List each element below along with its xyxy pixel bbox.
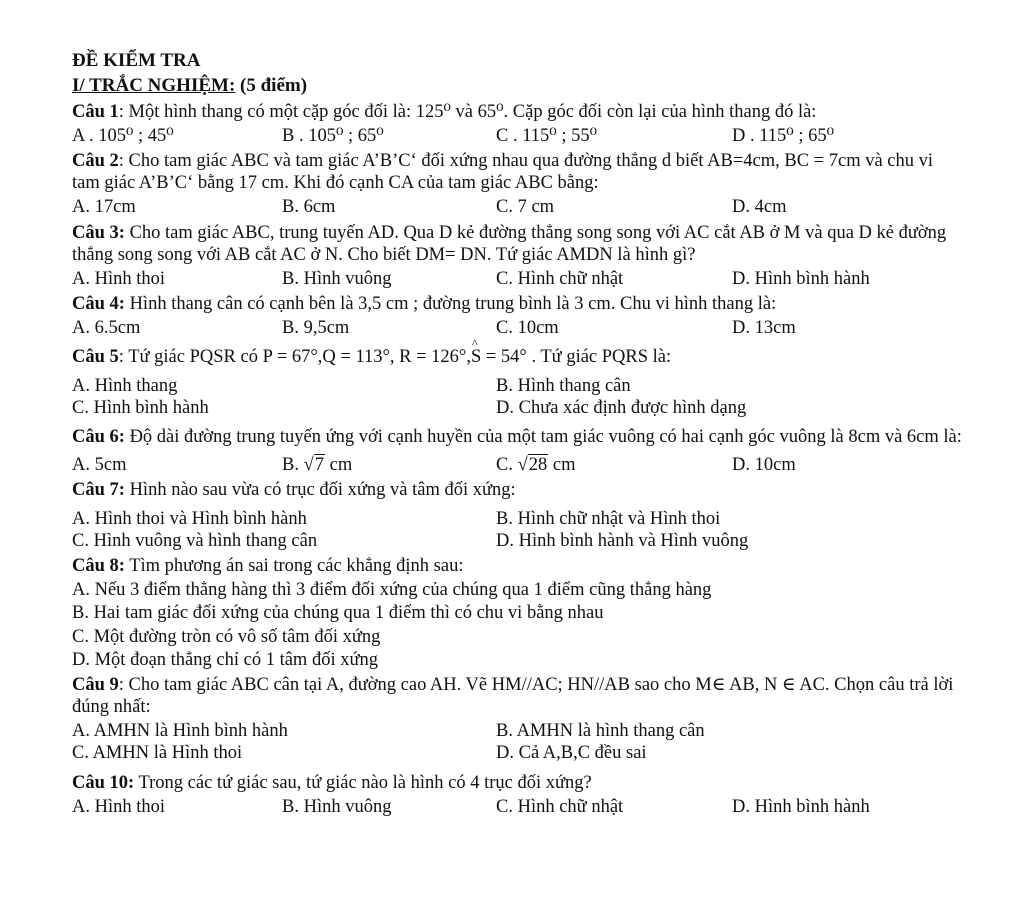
question-6-option-c-letter: C. [496, 455, 513, 476]
question-6-option-d: D. 10cm [732, 455, 796, 476]
question-9-options [72, 720, 964, 764]
question-9-option-d: D. Cả A,B,C đều sai [496, 743, 647, 764]
question-5-text [72, 346, 964, 368]
question-8-text [72, 555, 964, 577]
question-5-option-d: D. Chưa xác định được hình dạng [496, 397, 747, 418]
sqrt-28-radicand: 28 [528, 455, 548, 476]
question-6-label: Câu 6: [72, 427, 125, 448]
question-4-option-d: D. 13cm [732, 318, 796, 339]
sqrt-7-radicand: 7 [314, 455, 324, 476]
section-heading-label: I/ TRẮC NGHIỆM: [72, 74, 236, 96]
question-2-option-c: C. 7 cm [496, 197, 555, 218]
question-2-options [72, 196, 964, 218]
question-8 [72, 555, 964, 671]
question-5-body-before: : Tứ giác PQSR có P = 67°,Q = 113°, R = 126°, [118, 347, 471, 368]
question-5 [72, 346, 964, 419]
question-5-angle-s: ^ S [471, 346, 481, 368]
question-4-text [72, 293, 964, 315]
question-8-option-d: D. Một đoạn thẳng chỉ có 1 tâm đối xứng [72, 649, 378, 670]
question-5-options [72, 375, 964, 419]
question-4-option-c: C. 10cm [496, 318, 559, 339]
question-9 [72, 674, 964, 765]
question-8-option-c: C. Một đường tròn có vô số tâm đối xứng [72, 626, 381, 647]
question-10-label: Câu 10: [72, 772, 135, 793]
question-10-option-b: B. Hình vuông [282, 796, 392, 817]
question-3-option-b: B. Hình vuông [282, 268, 392, 289]
question-6-options [72, 454, 964, 476]
question-2-body: : Cho tam giác ABC và tam giác A’B’C‘ đối xứng nhau qua đường thẳng d biết AB=4cm, BC = 7cm và chu vi tam giác A’B’C‘ bằng 17 cm. Khi đó cạnh CA của tam giác ABC bằng: [72, 150, 934, 194]
question-3-option-a: A. Hình thoi [72, 268, 166, 289]
question-4 [72, 293, 964, 339]
question-2-option-b: B. 6cm [282, 197, 336, 218]
question-7-option-b: B. Hình chữ nhật và Hình thoi [496, 508, 721, 529]
question-1-options [72, 125, 964, 147]
question-3-option-d: D. Hình bình hành [732, 268, 870, 289]
question-2-option-a: A. 17cm [72, 197, 136, 218]
question-3-body: Cho tam giác ABC, trung tuyến AD. Qua D kẻ đường thẳng song song với AC cắt AB ở M và qua D kẻ đường thẳng song song với AB cắt AC ở N. Cho biết DM= DN. Tứ giác AMDN là hình gì? [72, 222, 947, 265]
question-10-body: Trong các tứ giác sau, tứ giác nào là hình có 4 trục đối xứng? [134, 772, 592, 793]
section-heading [72, 75, 964, 98]
question-6-option-b-unit: cm [325, 455, 353, 476]
question-1-option-d: D . 115⁰ ; 65⁰ [732, 125, 835, 146]
question-1-label: Câu 1 [72, 101, 119, 122]
question-6-option-c-unit: cm [548, 455, 576, 476]
question-6-option-b-letter: B. [282, 455, 299, 476]
question-10-option-c: C. Hình chữ nhật [496, 796, 624, 817]
question-8-label: Câu 8: [72, 555, 125, 576]
question-4-options [72, 317, 964, 339]
question-5-option-c: C. Hình bình hành [72, 397, 209, 418]
question-10-option-a: A. Hình thoi [72, 796, 166, 817]
question-2 [72, 150, 964, 219]
question-5-option-a: A. Hình thang [72, 375, 178, 396]
question-3-label: Câu 3: [72, 222, 125, 243]
section-points: (5 điểm) [235, 74, 308, 96]
question-7-options [72, 508, 964, 552]
question-4-body: Hình thang cân có cạnh bên là 3,5 cm ; đường trung bình là 3 cm. Chu vi hình thang là: [124, 294, 777, 315]
question-1-option-b: B . 105⁰ ; 65⁰ [282, 125, 384, 146]
question-7-text [72, 479, 964, 501]
question-8-option-b: B. Hai tam giác đối xứng của chúng qua 1 điểm thì có chu vi bằng nhau [72, 603, 604, 624]
question-7-label: Câu 7: [72, 480, 125, 501]
question-10-option-d: D. Hình bình hành [732, 796, 870, 817]
question-7 [72, 479, 964, 552]
question-5-option-b: B. Hình thang cân [496, 375, 631, 396]
question-5-body-after: = 54° . Tứ giác PQRS là: [481, 347, 672, 368]
question-9-label: Câu 9 [72, 674, 119, 695]
question-1-text [72, 101, 964, 123]
question-6 [72, 426, 964, 476]
exam-title: ĐỀ KIỂM TRA [72, 50, 201, 71]
question-7-option-d: D. Hình bình hành và Hình vuông [496, 530, 749, 551]
question-6-option-c [496, 454, 732, 476]
question-6-body: Độ dài đường trung tuyến ứng với cạnh huyền của một tam giác vuông có hai cạnh góc vuông là 8cm và 6cm là: [124, 427, 962, 448]
question-9-body: : Cho tam giác ABC cân tại A, đường cao AH. Vẽ HM//AC; HN//AB sao cho M∈ AB, N ∈ AC. Chọn câu trả lời đúng nhất: [72, 674, 954, 718]
question-6-option-a: A. 5cm [72, 455, 127, 476]
question-4-label: Câu 4: [72, 294, 125, 315]
question-7-body: Hình nào sau vừa có trục đối xứng và tâm đối xứng: [124, 480, 516, 501]
question-8-options [72, 579, 964, 671]
question-9-option-c: C. AMHN là Hình thoi [72, 743, 243, 764]
question-2-option-d: D. 4cm [732, 197, 787, 218]
question-4-option-a: A. 6.5cm [72, 318, 141, 339]
question-1 [72, 101, 964, 147]
question-7-option-a: A. Hình thoi và Hình bình hành [72, 508, 307, 529]
question-6-option-b [282, 454, 496, 476]
question-3-text [72, 222, 964, 266]
question-1-option-a: A . 105⁰ ; 45⁰ [72, 125, 174, 146]
question-2-text [72, 150, 964, 194]
question-3-option-c: C. Hình chữ nhật [496, 268, 624, 289]
question-7-option-c: C. Hình vuông và hình thang cân [72, 530, 318, 551]
question-8-option-a: A. Nếu 3 điểm thẳng hàng thì 3 điểm đối xứng của chúng qua 1 điểm cũng thẳng hàng [72, 580, 712, 601]
question-1-option-c: C . 115⁰ ; 55⁰ [496, 125, 598, 146]
question-6-text [72, 426, 964, 448]
question-1-body: : Một hình thang có một cặp góc đối là: 125⁰ và 65⁰. Cặp góc đối còn lại của hình thang đó là: [118, 101, 817, 122]
question-3-options [72, 268, 964, 290]
question-9-option-a: A. AMHN là Hình bình hành [72, 721, 288, 742]
question-9-option-b: B. AMHN là hình thang cân [496, 721, 705, 742]
question-8-body: Tìm phương án sai trong các khẳng định sau: [124, 555, 464, 576]
sqrt-28: √28 [517, 455, 548, 476]
question-2-label: Câu 2 [72, 150, 119, 171]
question-9-text [72, 674, 964, 718]
sqrt-7: √7 [303, 455, 324, 476]
question-10-options [72, 796, 964, 818]
question-10-text [72, 772, 964, 794]
question-10 [72, 772, 964, 818]
question-3 [72, 222, 964, 291]
question-4-option-b: B. 9,5cm [282, 318, 350, 339]
question-5-label: Câu 5 [72, 347, 119, 368]
